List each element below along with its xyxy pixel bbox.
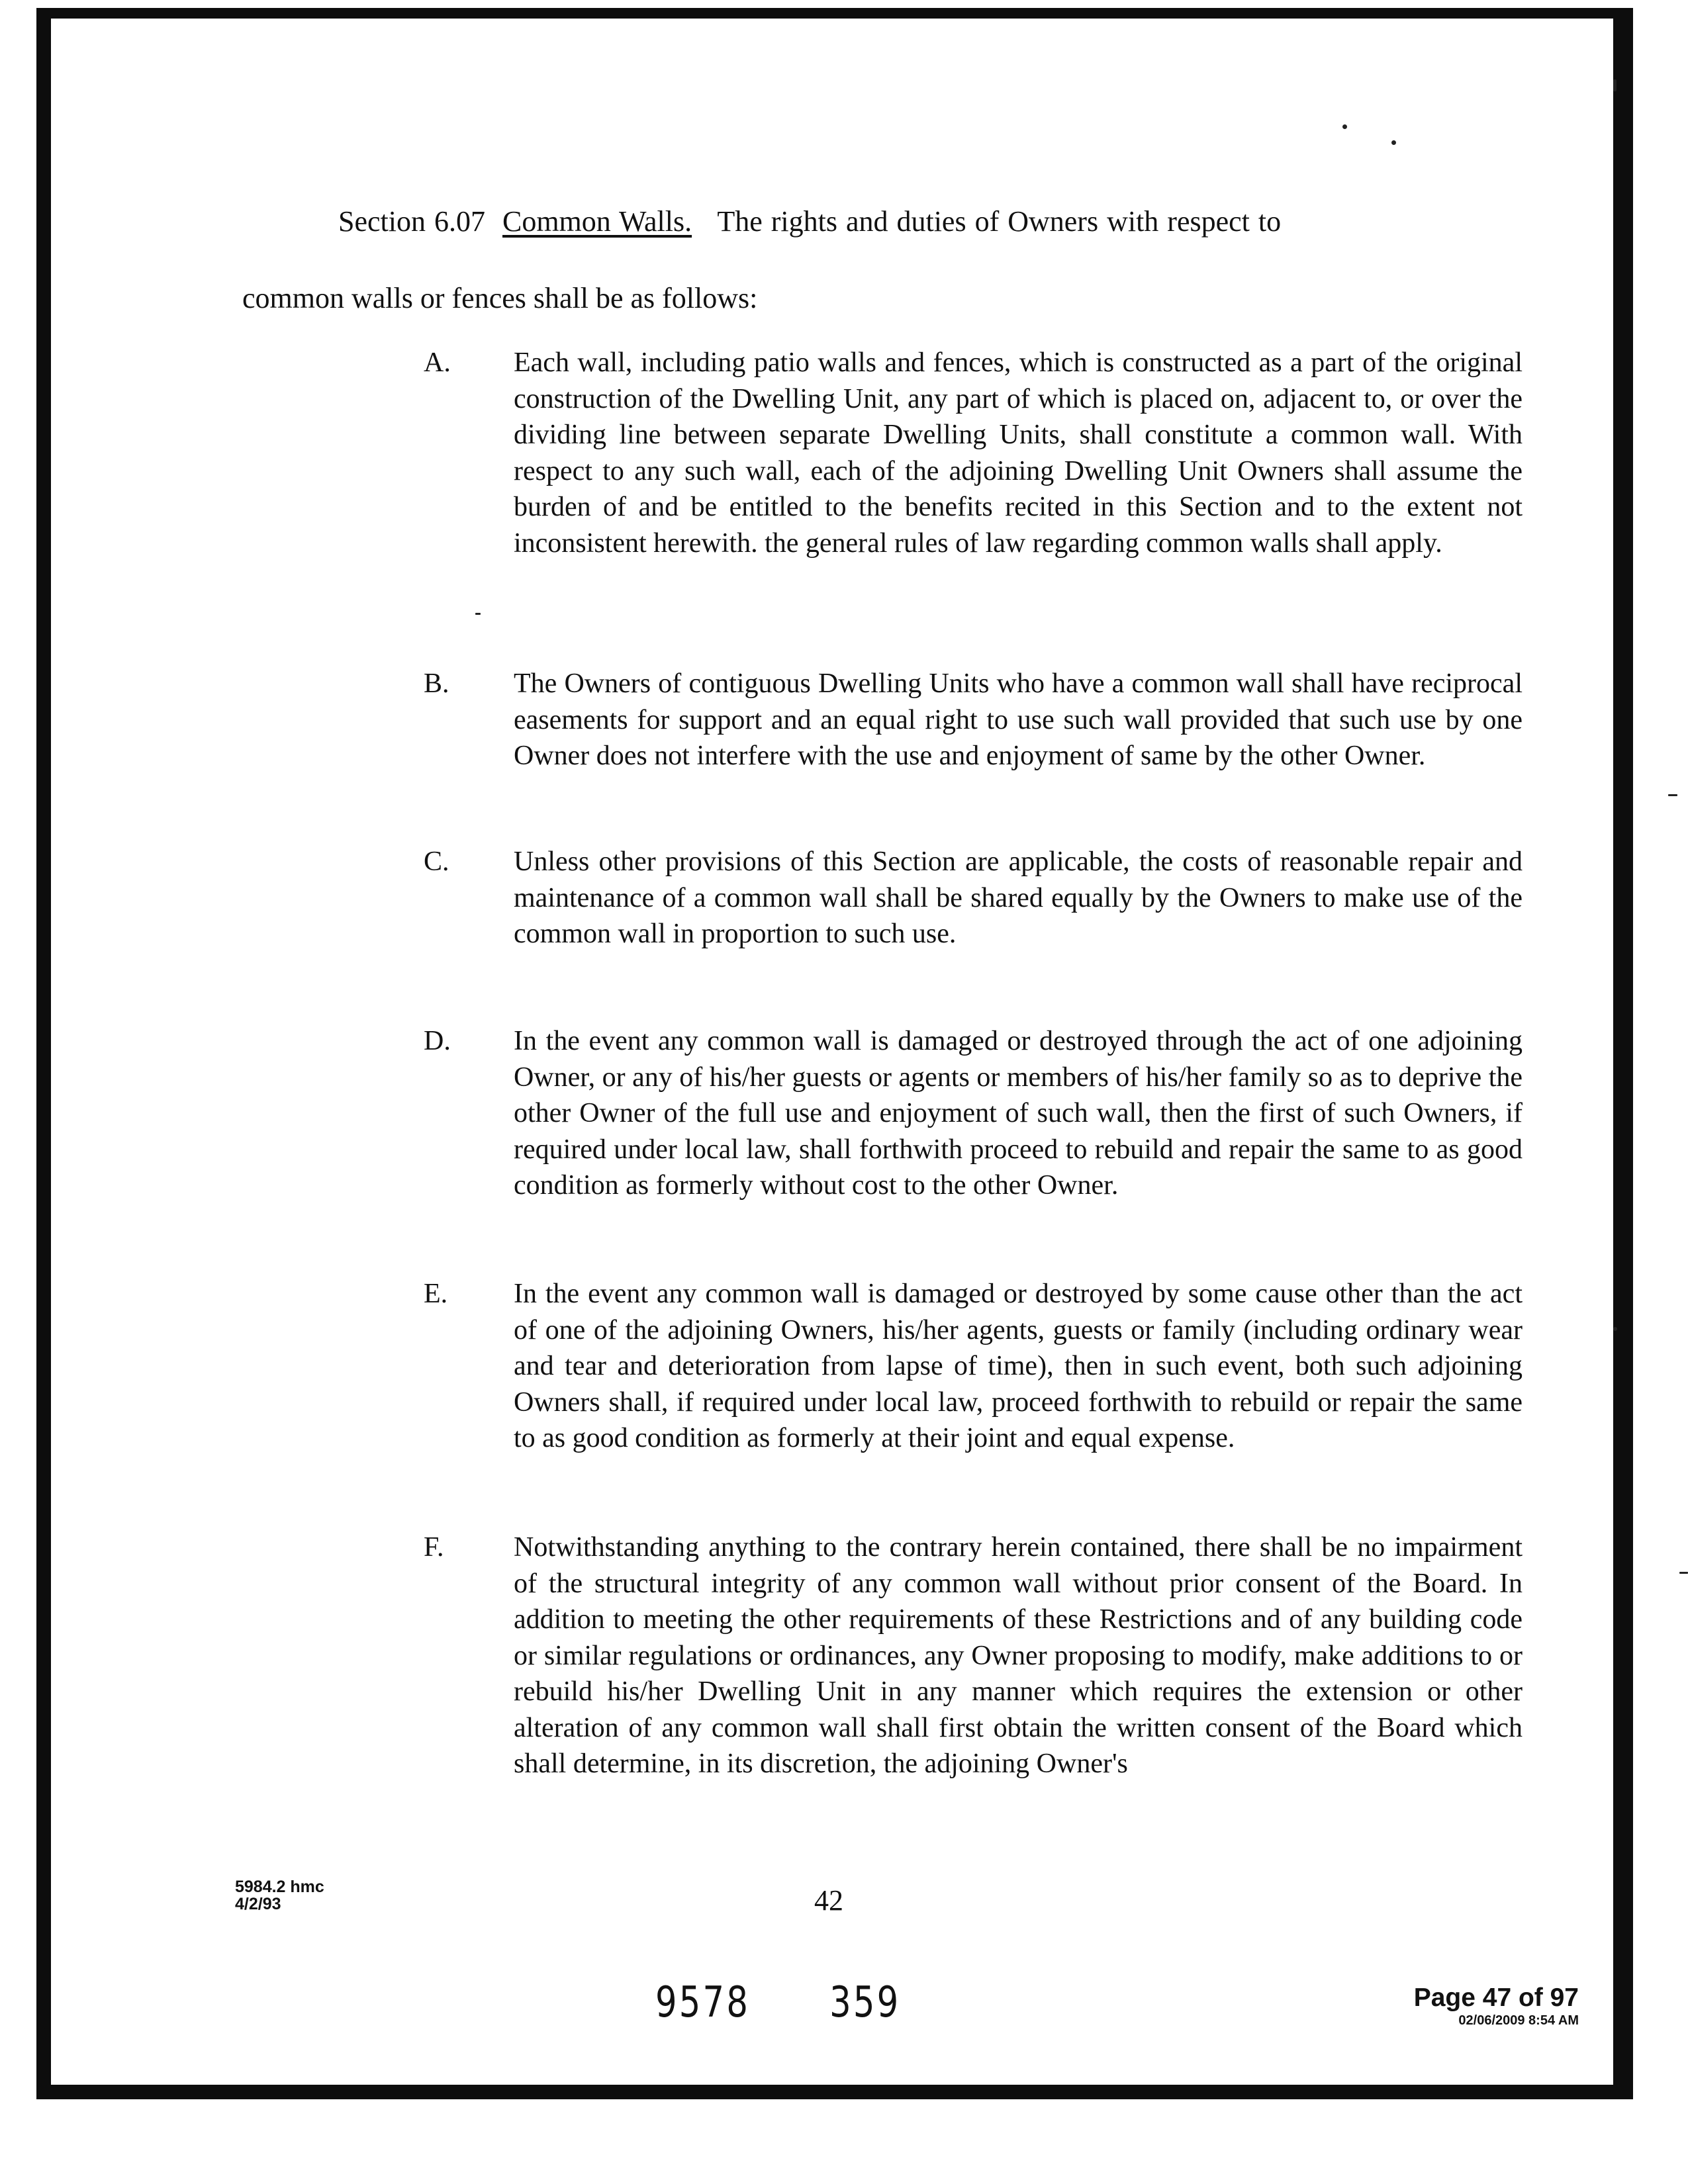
book-page-stamp bbox=[655, 1976, 900, 2029]
clause-text: The Owners of contiguous Dwelling Units who have a common wall shall have reciprocal easements for support and an equal right to use such wall provided that such use by one Owner does not interfere with the use and enjoyment of same by the other Owner. bbox=[514, 668, 1523, 771]
scan-speck bbox=[1668, 794, 1677, 796]
book-page-number: 359 bbox=[829, 1978, 901, 2027]
document-code-date: 4/2/93 bbox=[235, 1895, 281, 1913]
print-timestamp: 02/06/2009 8:54 AM bbox=[1458, 2013, 1579, 2028]
clause-letter: D. bbox=[424, 1026, 451, 1056]
section-title: Common Walls. bbox=[502, 205, 692, 238]
scan-speck bbox=[1613, 1327, 1617, 1331]
section-heading bbox=[338, 201, 1281, 243]
document-code bbox=[235, 1878, 324, 1913]
section-intro: The rights and duties of Owners with respect to bbox=[717, 205, 1282, 238]
scan-speck bbox=[1342, 124, 1347, 129]
page-number: 42 bbox=[814, 1884, 843, 1917]
book-number: 9578 bbox=[655, 1978, 751, 2027]
clause-letter: A. bbox=[424, 347, 451, 378]
clause-letter: F. bbox=[424, 1532, 444, 1563]
scan-speck bbox=[1679, 1572, 1688, 1574]
section-label: Section 6.07 bbox=[338, 205, 485, 238]
clause-text: Notwithstanding anything to the contrary herein contained, there shall be no impairment of the structural integrity of any common wall without prior consent of the Board. In addition to meeting the other requirements of these Restrictions and of any building code or similar regulations or ordinances, any Owner proposing to modify, make additions to or rebuild his/her Dwelling Unit in any manner which requires the extension or other alteration of any common wall shall first obtain the written consent of the Board which shall determine, in its discretion, the adjoining Owner's bbox=[514, 1532, 1523, 1779]
clause-letter: E. bbox=[424, 1279, 448, 1309]
clause-text: In the event any common wall is damaged or destroyed by some cause other than the act of one of the adjoining Owners, his/her agents, guests or family (including ordinary wear and tear and deterioration from lapse of time), then in such event, both such adjoining Owners shall, if required under local law, proceed forthwith to rebuild or repair the same to as good condition as formerly at their joint and equal expense. bbox=[514, 1279, 1523, 1453]
section-intro-continued: common walls or fences shall be as follows: bbox=[242, 282, 758, 314]
page-of-total: Page 47 of 97 bbox=[1413, 1983, 1579, 2012]
clause-text: Each wall, including patio walls and fences, which is constructed as a part of the original construction of the Dwelling Unit, any part of which is placed on, adjacent to, or over the dividing line between separate Dwelling Units, shall constitute a common wall. With respect to any such wall, each of the adjoining Dwelling Unit Owners shall assume the burden of and be entitled to the benefits recited in this Section and to the extent not inconsistent herewith. the general rules of law regarding common walls shall apply. bbox=[514, 347, 1523, 559]
clause-text: In the event any common wall is damaged or destroyed through the act of one adjoining Owner, or any of his/her guests or agents or members of his/her family so as to deprive the other Owner of the full use and enjoyment of such wall, then the first of such Owners, if required under local law, shall forthwith proceed to rebuild and repair the same to as good condition as formerly without cost to the other Owner. bbox=[514, 1026, 1523, 1201]
scan-speck bbox=[475, 613, 481, 615]
scan-speck bbox=[1391, 140, 1396, 145]
document-code-id: 5984.2 hmc bbox=[235, 1878, 324, 1896]
scan-speck bbox=[1613, 79, 1617, 91]
clause-text: Unless other provisions of this Section are applicable, the costs of reasonable repair and maintenance of a common wall shall be shared equally by the Owners to make use of the common wall in proportion to such use. bbox=[514, 846, 1523, 949]
clause-letter: C. bbox=[424, 846, 449, 877]
clause-letter: B. bbox=[424, 668, 449, 699]
